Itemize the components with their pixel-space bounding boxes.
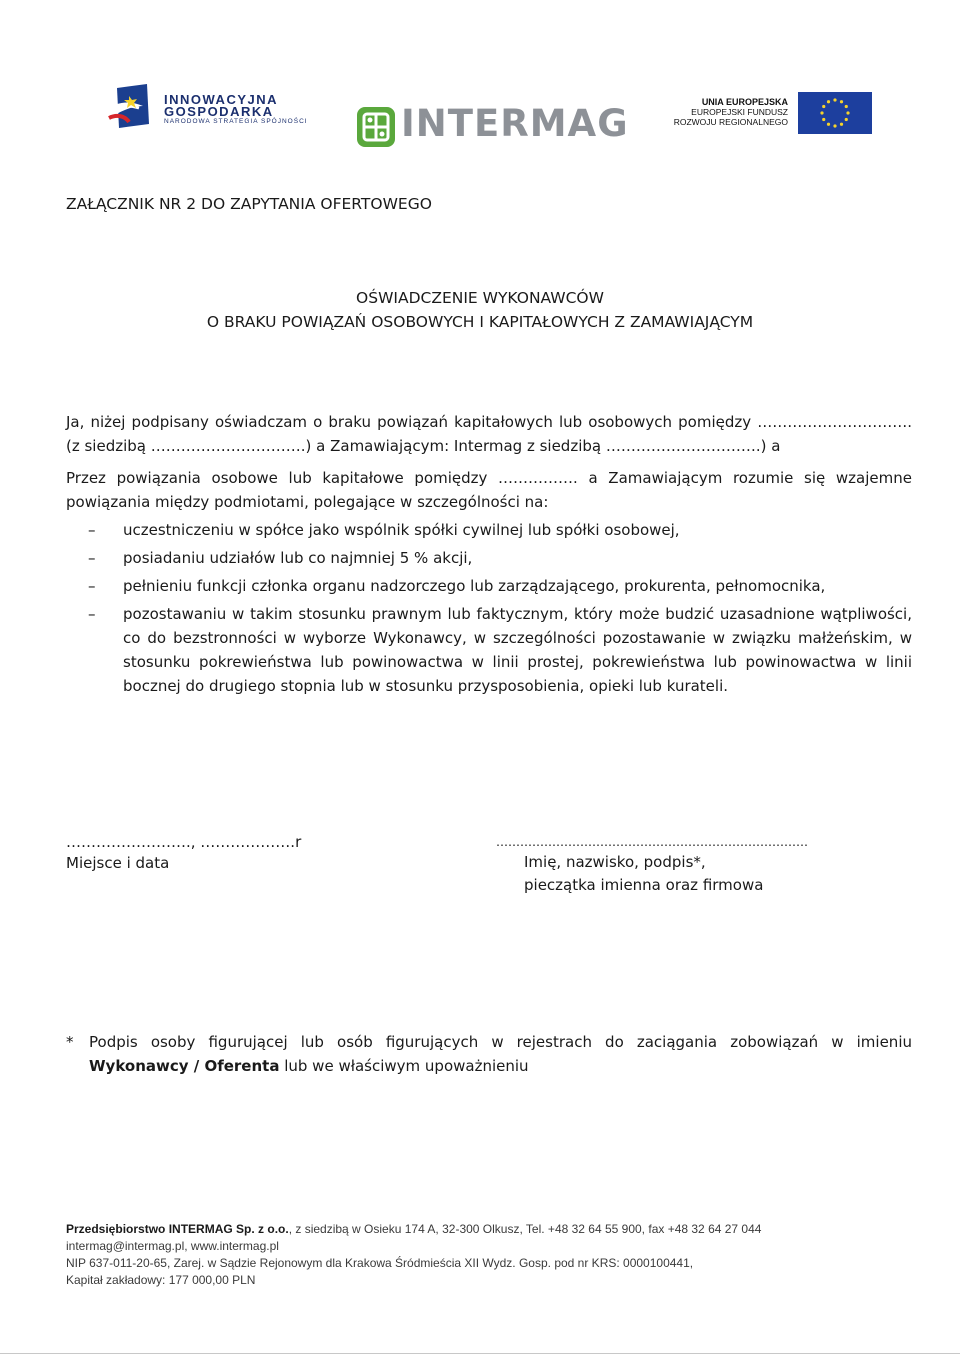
list-item <box>66 546 912 570</box>
eu-logo-text <box>674 97 788 127</box>
eu-star <box>822 118 825 121</box>
list-dash: – <box>88 521 96 539</box>
eu-star <box>846 111 849 114</box>
footnote-text <box>89 1030 912 1078</box>
footer-company-name: Przedsiębiorstwo INTERMAG Sp. z o.o. <box>66 1222 289 1236</box>
footer-line-2: intermag@intermag.pl, www.intermag.pl <box>66 1239 279 1253</box>
declaration-paragraph: Ja, niżej podpisany oświadczam o braku powiązań kapitałowych lub osobowych pomiędzy …………………………. (z siedzibą ………………………….) a Zamawiającym: Intermag z siedzibą ………………………….) a <box>66 413 912 455</box>
place-date-field: ……………………., ……………….r <box>66 833 302 851</box>
list-item-text: pozostawaniu w takim stosunku prawnym lub faktycznym, który może budzić uzasadnione wątpliwości, co do bezstronności w wyborze Wykonawcy, w szczególności pozostawanie w związku małżeńskim, w stosunku pokrewieństwa lub powinowactwa w linii prostej, pokrewieństwa lub powinowactwa w linii bocznej do drugiego stopnia lub w stosunku przysposobienia, opieki lub kurateli. <box>123 605 912 695</box>
innowacyjna-gospodarka-emblem-icon <box>103 84 161 130</box>
footer-line-4: Kapitał zakładowy: 177 000,00 PLN <box>66 1273 256 1287</box>
list-dash: – <box>88 605 96 623</box>
eu-fund-logo <box>660 92 872 134</box>
signature-field: …………………………………………………………………… <box>496 835 808 849</box>
list-item-text: uczestniczeniu w spółce jako wspólnik spółki cywilnej lub spółki osobowej, <box>123 521 680 539</box>
list-item <box>66 602 912 698</box>
footer-line-1 <box>66 1221 761 1238</box>
intermag-logo <box>356 102 629 150</box>
eu-star <box>845 105 848 108</box>
intermag-emblem-icon <box>356 106 396 148</box>
list-item-text: pełnieniu funkcji członka organu nadzorczego lub zarządzającego, prokurenta, pełnomocnika, <box>123 577 826 595</box>
eu-line-2: EUROPEJSKI FUNDUSZ <box>691 107 788 117</box>
list-item-text: posiadaniu udziałów lub co najmniej 5 % akcji, <box>123 549 473 567</box>
title-line-1: OŚWIADCZENIE WYKONAWCÓW <box>356 289 604 307</box>
footnote-text-after: lub we właściwym upoważnieniu <box>279 1057 529 1075</box>
footer-address: , z siedzibą w Osieku 174 A, 32-300 Olkusz, Tel. +48 32 64 55 900, fax +48 32 64 27 044 <box>288 1222 762 1236</box>
eu-star <box>833 98 836 101</box>
eu-star <box>840 123 843 126</box>
eu-flag-icon <box>798 92 872 134</box>
footnote <box>66 1030 912 1078</box>
list-dash: – <box>88 577 96 595</box>
eu-line-1: UNIA EUROPEJSKA <box>701 97 788 107</box>
page-bottom-edge <box>0 1353 960 1354</box>
definition-paragraph: Przez powiązania osobowe lub kapitałowe pomiędzy ……………. a Zamawiającym rozumie się wzajemne powiązania między podmiotami, polegające w szczególności na: <box>66 469 912 511</box>
document-title <box>0 286 960 334</box>
eu-line-3: ROZWOJU REGIONALNEGO <box>673 117 788 127</box>
footer-line-3: NIP 637-011-20-65, Zarej. w Sądzie Rejonowym dla Krakowa Śródmieścia XII Wydz. Gosp. pod nr KRS: 0000100441, <box>66 1256 694 1270</box>
eu-star <box>820 111 823 114</box>
signature-label-line-2: pieczątka imienna oraz firmowa <box>524 876 764 894</box>
signature-label-line-1: Imię, nazwisko, podpis*, <box>524 853 706 871</box>
footnote-text-before: Podpis osoby figurującej lub osób figurujących w rejestrach do zaciągania zobowiązań w imieniu <box>89 1033 912 1051</box>
list-item <box>66 518 912 542</box>
footnote-star: * <box>66 1033 74 1051</box>
innowacyjna-gospodarka-logo <box>103 84 313 130</box>
eu-star <box>833 124 836 127</box>
list-dash: – <box>88 549 96 567</box>
eu-star <box>822 105 825 108</box>
eu-star <box>827 123 830 126</box>
signature-label <box>524 851 763 897</box>
logo-line-3: NARODOWA STRATEGIA SPÓJNOŚCI <box>164 118 308 125</box>
relationship-list <box>66 518 912 702</box>
logo-line-1: INNOWACYJNA <box>164 92 279 107</box>
place-date-label: Miejsce i data <box>66 854 170 872</box>
list-item <box>66 574 912 598</box>
intermag-wordmark: INTERMAG <box>401 102 629 145</box>
eu-star <box>827 100 830 103</box>
logo-line-2: GOSPODARKA <box>164 104 274 119</box>
company-footer <box>66 1221 761 1289</box>
eu-star <box>840 100 843 103</box>
footnote-bold: Wykonawcy / Oferenta <box>89 1057 280 1075</box>
title-line-2: O BRAKU POWIĄZAŃ OSOBOWYCH I KAPITAŁOWYCH Z ZAMAWIAJĄCYM <box>206 313 754 331</box>
annex-heading: ZAŁĄCZNIK NR 2 DO ZAPYTANIA OFERTOWEGO <box>66 195 432 213</box>
eu-star <box>845 118 848 121</box>
